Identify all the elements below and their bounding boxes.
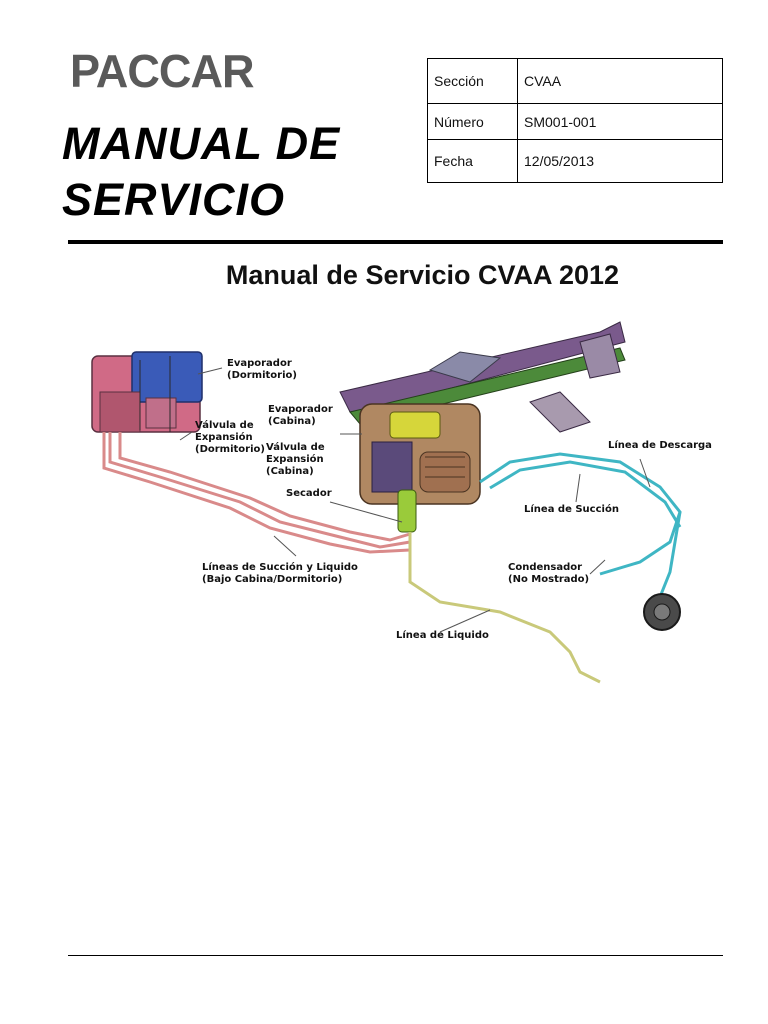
hvac-system-diagram bbox=[80, 312, 720, 702]
label-linea-succion: Línea de Succión bbox=[524, 504, 619, 515]
label-linea-descarga: Línea de Descarga bbox=[608, 440, 712, 451]
footer-divider bbox=[68, 955, 723, 956]
document-meta-table bbox=[427, 58, 723, 183]
title-line-2: SERVICIO bbox=[62, 174, 286, 225]
liquid-line-pipe bbox=[410, 532, 600, 682]
page-subtitle: Manual de Servicio CVAA 2012 bbox=[225, 260, 620, 290]
meta-label: Sección bbox=[428, 59, 518, 104]
cab-evaporator-housing bbox=[360, 404, 480, 504]
label-lineas-succion-liquido: Líneas de Succión y Liquido (Bajo Cabina/Dormitorio) bbox=[202, 562, 358, 585]
document-title bbox=[62, 116, 392, 228]
header-divider bbox=[68, 240, 723, 244]
meta-label: Fecha bbox=[428, 140, 518, 183]
meta-value: SM001-001 bbox=[518, 104, 723, 140]
meta-value: 12/05/2013 bbox=[518, 140, 723, 183]
label-evaporador-cabina: Evaporador (Cabina) bbox=[268, 404, 333, 427]
label-linea-liquido: Línea de Liquido bbox=[396, 630, 489, 641]
label-valvula-cabina: Válvula de Expansión (Cabina) bbox=[266, 442, 325, 477]
sleeper-evaporator-unit bbox=[92, 352, 202, 432]
label-evaporador-dormitorio: Evaporador (Dormitorio) bbox=[227, 358, 297, 381]
compressor bbox=[644, 594, 680, 630]
meta-value: CVAA bbox=[518, 59, 723, 104]
paccar-logo bbox=[70, 46, 280, 96]
title-line-1: MANUAL DE bbox=[62, 118, 341, 169]
meta-label: Número bbox=[428, 104, 518, 140]
meta-row-number bbox=[428, 104, 723, 140]
hvac-diagram-illustration bbox=[80, 312, 720, 702]
meta-row-date bbox=[428, 140, 723, 183]
meta-row-section bbox=[428, 59, 723, 104]
logo-text: PACCAR bbox=[70, 45, 254, 97]
label-condensador: Condensador (No Mostrado) bbox=[508, 562, 590, 585]
label-valvula-dormitorio: Válvula de Expansión (Dormitorio) bbox=[195, 420, 265, 455]
receiver-drier bbox=[398, 490, 416, 532]
label-secador: Secador bbox=[286, 488, 332, 499]
